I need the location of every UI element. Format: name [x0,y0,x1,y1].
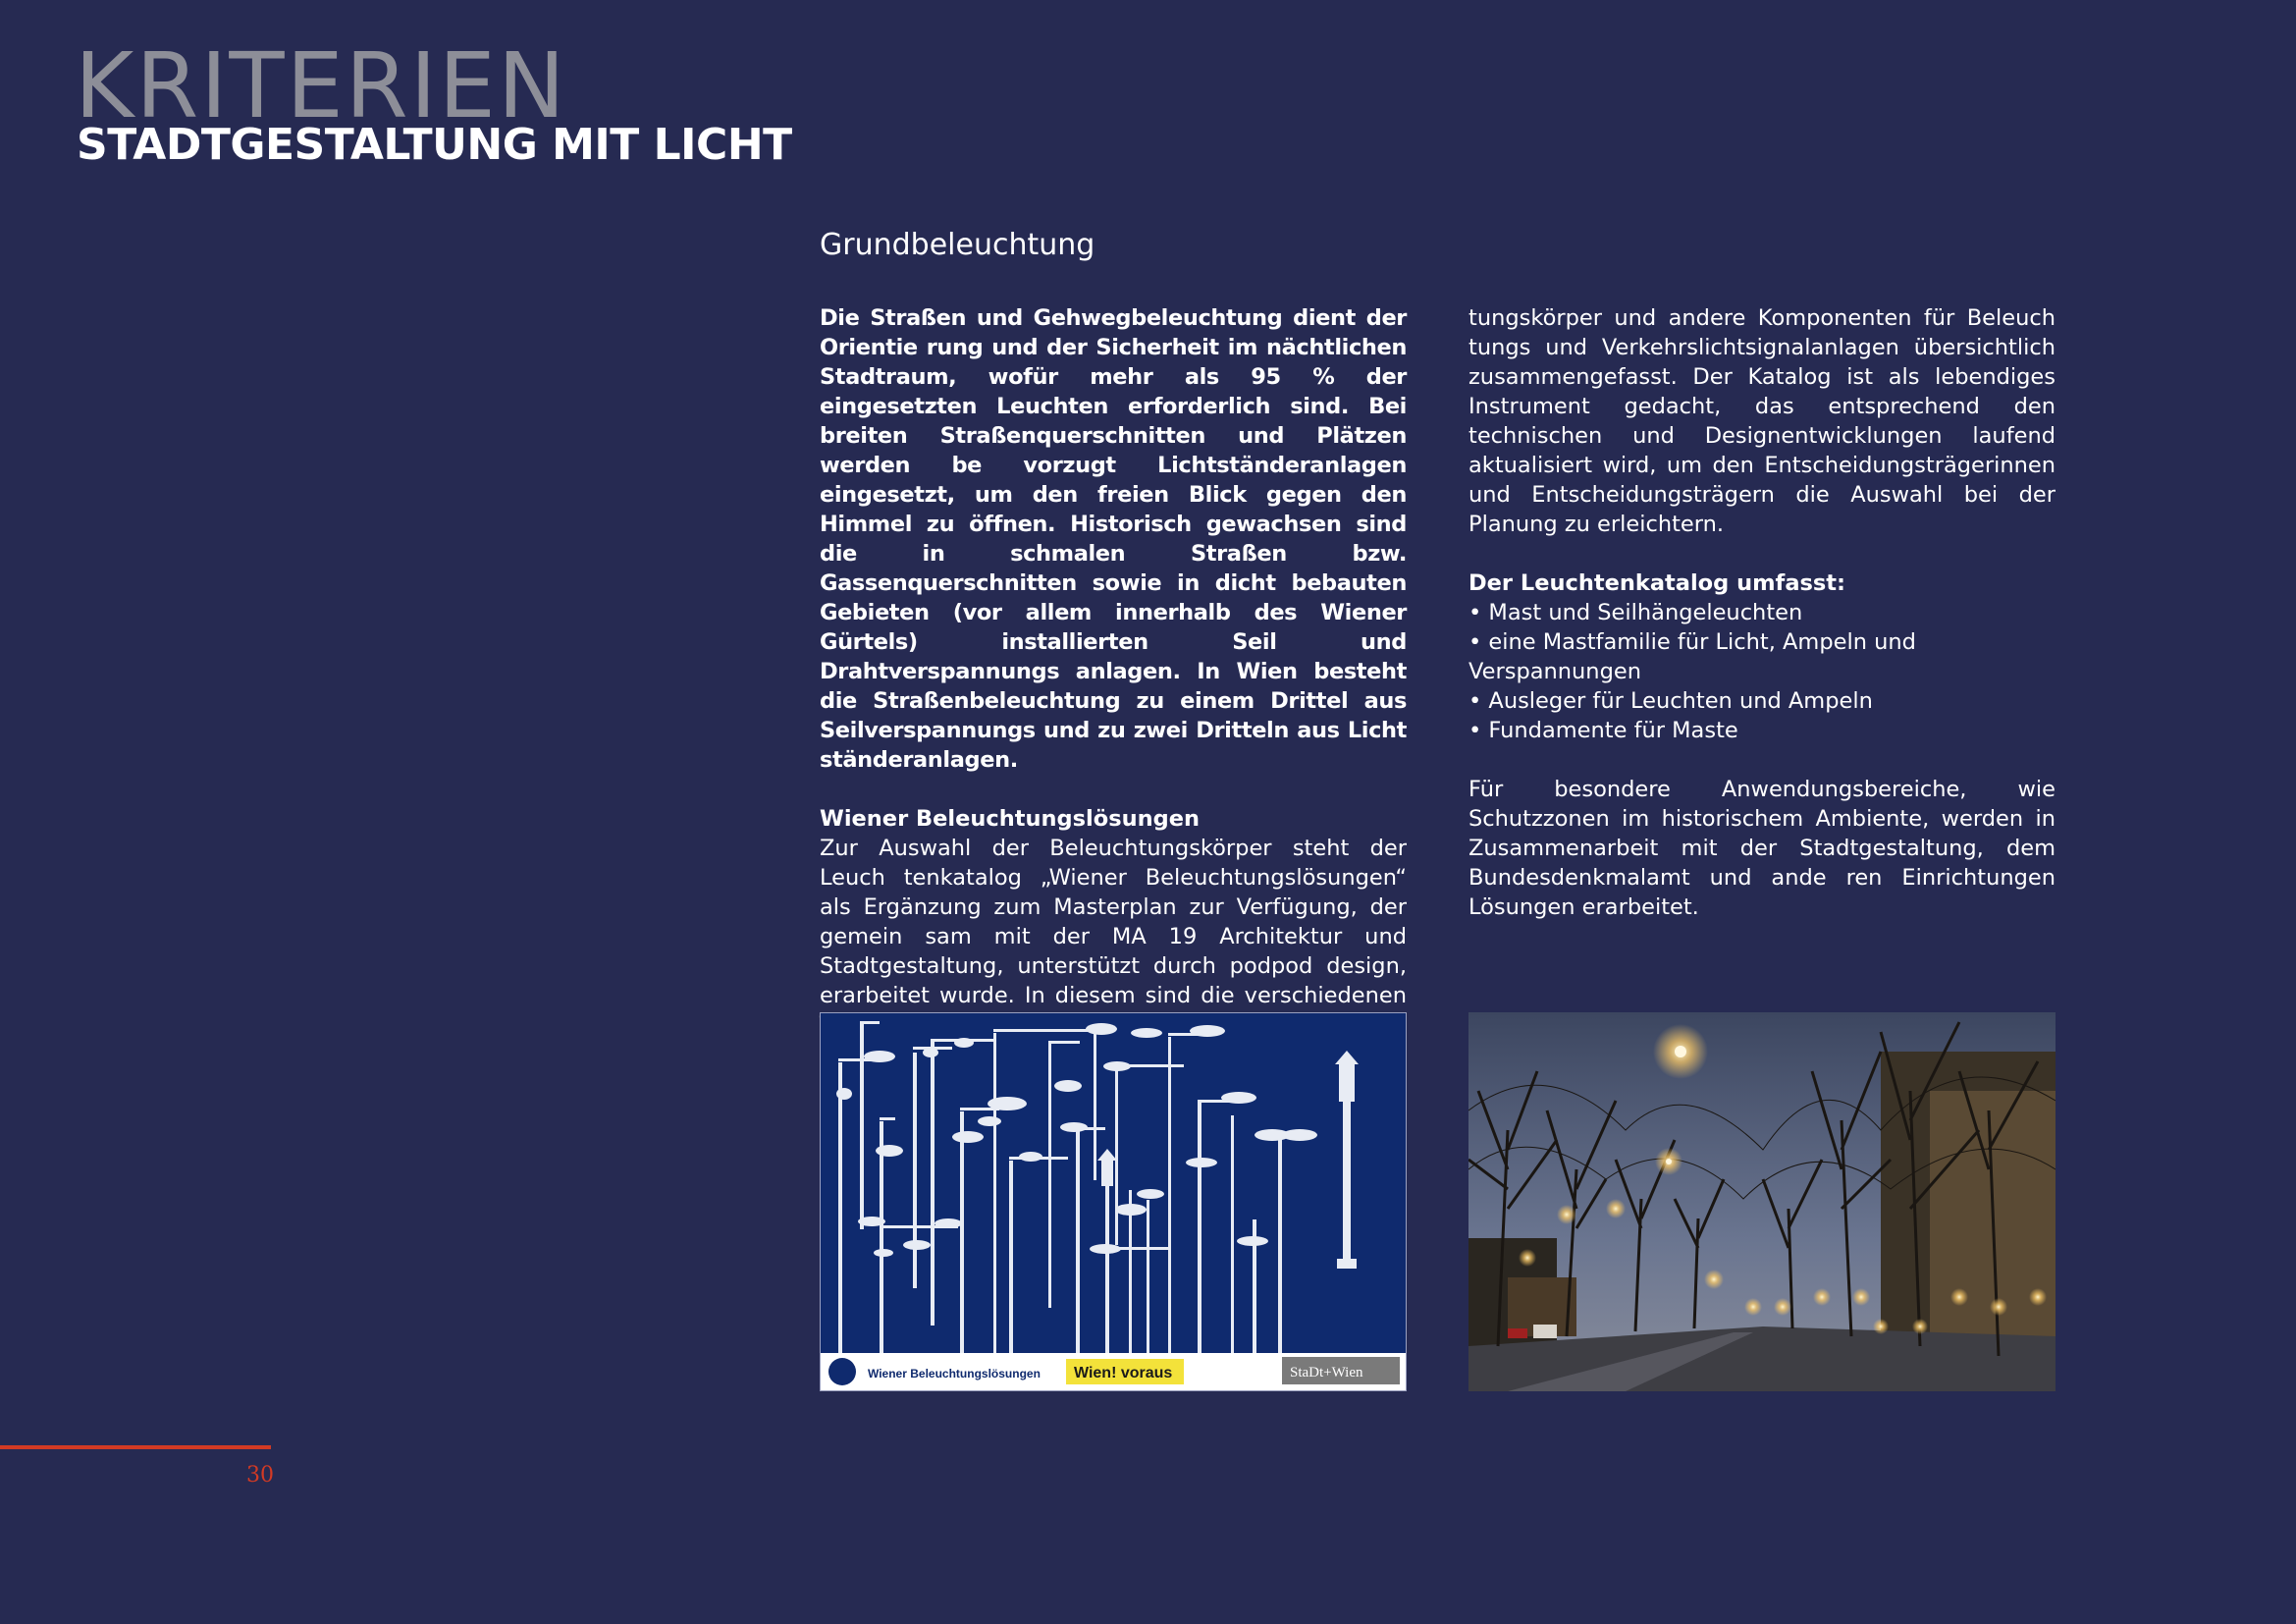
page-title: KRITERIEN [75,33,567,138]
text-column-left [820,303,1407,1040]
page-subtitle: STADTGESTALTUNG MIT LICHT [77,120,792,170]
subheading: Wiener Beleuchtungslösungen [820,806,1201,832]
list-item: • eine Mastfamilie für Licht, Ampeln und Verspannungen [1468,629,1916,684]
section-heading: Grundbeleuchtung [820,228,1095,262]
list-item: • Fundamente für Maste [1468,718,1738,743]
body-paragraph: Zur Auswahl der Beleuchtungskörper steht der Leuch tenkatalog „Wiener Beleuchtungslösungen“ als Ergänzung zum Masterplan zur Verfügung, der gemein sam mit der MA 19 Architektur und Stadtgestaltung, unterstützt durch podpod design, erarbeitet wurde. In diesem sind die verschiedenen [820,836,1407,1008]
wien-voraus-logo: Wien! voraus [1074,1365,1173,1381]
catalog-caption: Wiener Beleuchtungslösungen [868,1367,1041,1380]
page-number: 30 [246,1463,274,1488]
lamp-catalog-image [820,1012,1407,1391]
catalog-list [1468,598,2056,745]
stadt-wien-logo: StaDt+Wien [1290,1365,1363,1380]
night-street-photo [1468,1012,2056,1391]
continued-paragraph: tungskörper und andere Komponenten für Beleuch tungs und Verkehrslichtsignalanlagen übersichtlich zusammengefasst. Der Katalog ist als lebendiges Instrument gedacht, das entsprechend den technischen und Designentwicklungen laufend aktualisiert wird, um den Entscheidungsträgerinnen und Entscheidungsträgern die Auswahl bei der Planung zu erleichtern. [1468,305,2056,537]
intro-paragraph: Die Straßen und Gehwegbeleuchtung dient der Orientie rung und der Sicherheit im nächtlichen Stadtraum, wofür mehr als 95 % der eingesetzten Leuchten erforderlich sind. Bei breiten Straßenquerschnitten und Plätzen werden be vorzugt Lichtständeranlagen eingesetzt, um den freien Blick gegen den Himmel zu öffnen. Historisch gewachsen sind die in schmalen Straßen bzw. Gassenquerschnitten sowie in dicht bebauten Gebieten (vor allem innerhalb des Wiener Gürtels) installierten Seil und Drahtverspannungs anlagen. In Wien besteht die Straßenbeleuchtung zu einem Drittel aus Seilverspannungs und zu zwei Dritteln aus Licht ständeranlagen. [820,305,1407,773]
text-column-right [1468,303,2056,922]
footer-accent-rule [0,1445,271,1449]
closing-paragraph: Für besondere Anwendungsbereiche, wie Schutzzonen im historischem Ambiente, werden in Zusammenarbeit mit der Stadtgestaltung, dem Bundesdenkmalamt und ande ren Einrichtungen Lösungen erarbeitet. [1468,777,2056,920]
list-heading: Der Leuchtenkatalog umfasst: [1468,570,1846,596]
list-item: • Ausleger für Leuchten und Ampeln [1468,688,1873,714]
list-item: • Mast und Seilhängeleuchten [1468,600,1803,625]
